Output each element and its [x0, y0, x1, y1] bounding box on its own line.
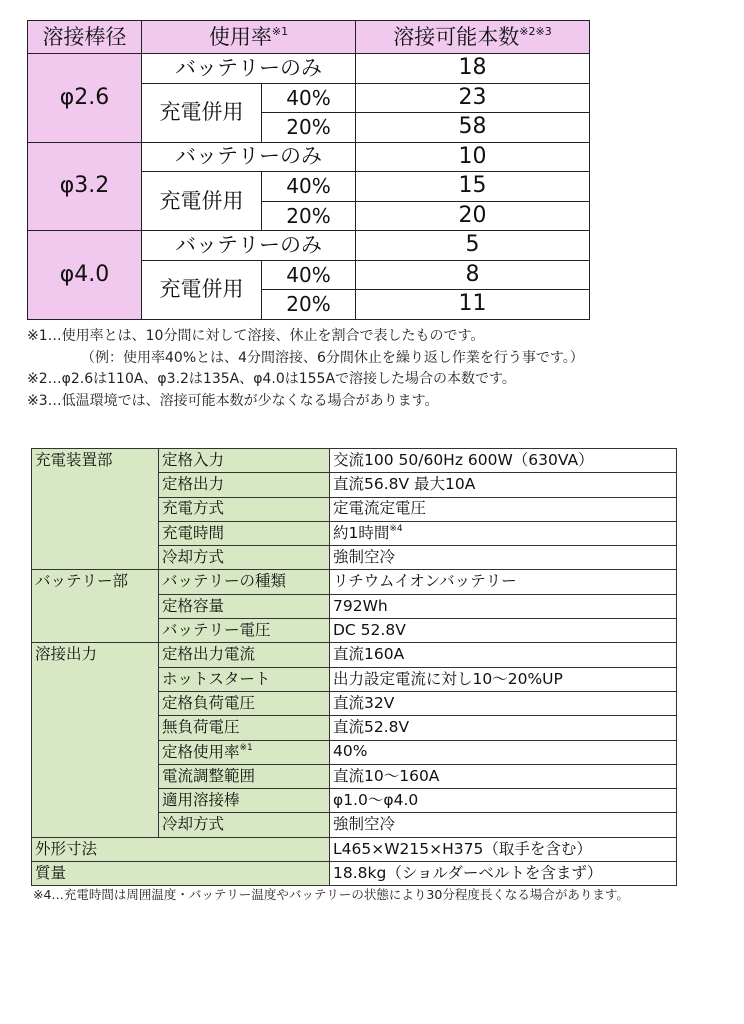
spec-value: 直流10～160A	[330, 764, 677, 788]
spec-value: 直流160A	[330, 643, 677, 667]
dual-use-label: 充電併用	[142, 83, 262, 142]
charge-time-note: ※4	[389, 524, 403, 535]
spec-label: 適用溶接棒	[159, 789, 330, 813]
duty-40-label: 40%	[262, 83, 356, 113]
spec-label: 定格負荷電圧	[159, 691, 330, 715]
spec-label: バッテリーの種類	[159, 570, 330, 594]
mass-value: 18.8kg（ショルダーベルトを含まず）	[330, 862, 677, 886]
duty-20-label: 20%	[262, 201, 356, 231]
header-rod-diameter: 溶接棒径	[28, 21, 142, 54]
note-2: ※2…φ2.6は110A、φ3.2は135A、φ4.0は155Aで溶接した場合の本数です。	[27, 371, 516, 387]
spec-label: 冷却方式	[159, 813, 330, 837]
spec-value: 直流32V	[330, 691, 677, 715]
weldable-count-value: 11	[356, 290, 590, 320]
rod-diameter-cell: φ3.2	[28, 142, 142, 231]
header-duty-cycle-note: ※1	[271, 25, 289, 38]
dual-use-label: 充電併用	[142, 260, 262, 319]
rod-diameter-cell: φ4.0	[28, 231, 142, 320]
footnote-4: ※4…充電時間は周囲温度・バッテリー温度やバッテリーの状態により30分程度長くなる場合があります。	[33, 887, 629, 902]
battery-only-label: バッテリーのみ	[142, 54, 356, 84]
duty-40-label: 40%	[262, 260, 356, 290]
spec-value: 792Wh	[330, 594, 677, 618]
welding-notes	[27, 326, 727, 412]
spec-label: 電流調整範囲	[159, 764, 330, 788]
table-row	[32, 837, 677, 861]
table-row	[28, 54, 590, 84]
spec-value: 40%	[330, 740, 677, 764]
spec-value: 定電流定電圧	[330, 497, 677, 521]
weldable-count-value: 23	[356, 83, 590, 113]
table-row	[32, 643, 677, 667]
welding-table-header-row	[28, 21, 590, 54]
spec-label: 冷却方式	[159, 546, 330, 570]
spec-value: 交流100 50/60Hz 600W（630VA）	[330, 449, 677, 473]
mass-label: 質量	[32, 862, 330, 886]
header-weldable-count-note: ※2※3	[519, 25, 552, 38]
spec-value: 出力設定電流に対し10～20%UP	[330, 667, 677, 691]
spec-value-text: 約1時間	[333, 524, 390, 543]
spec-value: φ1.0～φ4.0	[330, 789, 677, 813]
spec-value: DC 52.8V	[330, 619, 677, 643]
dimensions-value: L465×W215×H375（取手を含む）	[330, 837, 677, 861]
weldable-count-value: 8	[356, 260, 590, 290]
duty-20-label: 20%	[262, 290, 356, 320]
spec-label: バッテリー電圧	[159, 619, 330, 643]
header-weldable-count: 溶接可能本数$^{※2※3}$	[356, 21, 590, 54]
weldable-count-value: 20	[356, 201, 590, 231]
category-charger: 充電装置部	[32, 449, 159, 570]
category-welding-output: 溶接出力	[32, 643, 159, 837]
spec-label: ホットスタート	[159, 667, 330, 691]
note-3: ※3…低温環境では、溶接可能本数が少なくなる場合があります。	[27, 392, 439, 409]
battery-only-label: バッテリーのみ	[142, 142, 356, 172]
duty-20-label: 20%	[262, 113, 356, 143]
table-row	[28, 142, 590, 172]
spec-value: リチウムイオンバッテリー	[330, 570, 677, 594]
duty-cycle-note: ※1	[239, 742, 253, 753]
dual-use-label: 充電併用	[142, 172, 262, 231]
header-duty-cycle: 使用率$^{※1}$	[142, 21, 356, 54]
weldable-count-value: 10	[356, 142, 590, 172]
spec-value: 強制空冷	[330, 546, 677, 570]
table-row	[32, 449, 677, 473]
spec-table	[31, 448, 677, 886]
battery-only-label: バッテリーのみ	[142, 231, 356, 261]
spec-label: 定格入力	[159, 449, 330, 473]
spec-value: 直流56.8V 最大10A	[330, 473, 677, 497]
table-row	[32, 570, 677, 594]
note-1-example: （例：使用率40%とは、4分間溶接、6分間休止を繰り返し作業を行う事です。）	[81, 349, 584, 366]
weldable-count-value: 15	[356, 172, 590, 202]
spec-value: 強制空冷	[330, 813, 677, 837]
weldable-count-value: 58	[356, 113, 590, 143]
weldable-count-value: 5	[356, 231, 590, 261]
table-row	[32, 862, 677, 886]
spec-label	[159, 740, 330, 764]
table-row	[28, 231, 590, 261]
weldable-count-value: 18	[356, 54, 590, 84]
spec-label: 定格出力	[159, 473, 330, 497]
spec-label: 定格容量	[159, 594, 330, 618]
spec-value: 直流52.8V	[330, 716, 677, 740]
duty-40-label: 40%	[262, 172, 356, 202]
welding-count-table	[27, 20, 590, 320]
category-battery: バッテリー部	[32, 570, 159, 643]
note-1: ※1…使用率とは、10分間に対して溶接、休止を割合で表したものです。	[27, 328, 485, 344]
spec-label: 無負荷電圧	[159, 716, 330, 740]
spec-label-text: 定格使用率	[162, 742, 240, 761]
spec-label: 定格出力電流	[159, 643, 330, 667]
rod-diameter-cell: φ2.6	[28, 54, 142, 143]
spec-label: 充電時間	[159, 521, 330, 545]
spec-value	[330, 521, 677, 545]
dimensions-label: 外形寸法	[32, 837, 330, 861]
spec-label: 充電方式	[159, 497, 330, 521]
